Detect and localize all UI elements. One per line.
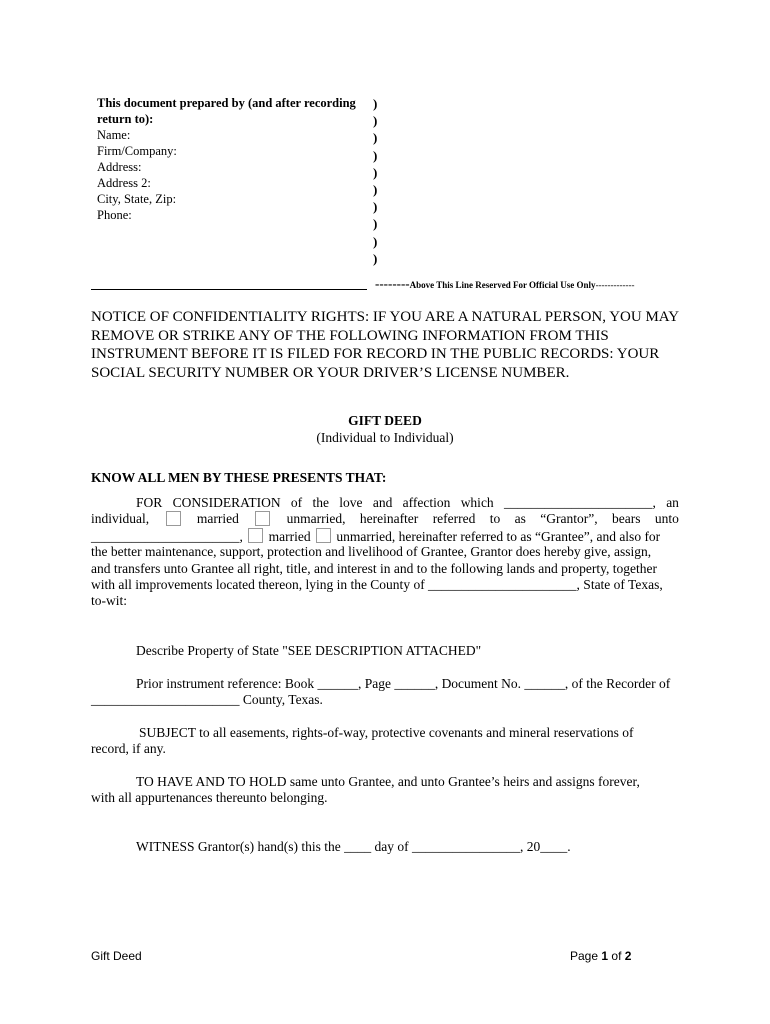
consideration-paragraph	[91, 495, 679, 615]
field-city-state-zip: City, State, Zip:	[97, 192, 177, 206]
paren: )	[373, 96, 378, 111]
footer-page-number	[570, 949, 631, 963]
grantor-name-blank: ______________________,	[504, 495, 656, 510]
page-label: Page	[570, 949, 599, 963]
text-run: unmarried, hereinafter referred to as “Grantee”, and also for	[336, 528, 661, 544]
word: CONSIDERATION	[172, 495, 281, 510]
word: of	[290, 495, 303, 510]
county-line: with all improvements located thereon, lying in the County of ______________________, State of Texas,	[91, 577, 663, 592]
word: married	[196, 511, 239, 527]
subject-line-1: SUBJECT to all easements, rights-of-way, protective covenants and mineral reservations of	[139, 725, 634, 740]
recording-divider-line	[91, 289, 367, 290]
reserved-dashes: --------	[375, 276, 410, 291]
paren: )	[373, 147, 378, 163]
paren: )	[373, 199, 378, 215]
word: individual,	[91, 511, 150, 527]
habendum-line-1: TO HAVE AND TO HOLD same unto Grantee, and unto Grantee’s heirs and assigns forever,	[136, 774, 640, 789]
word: unmarried,	[286, 511, 346, 527]
paren: )	[373, 130, 378, 146]
field-address2: Address 2:	[97, 176, 151, 190]
checkbox-icon	[316, 528, 331, 543]
prepared-by-heading: This document prepared by (and after recording return to):	[97, 96, 356, 126]
confidentiality-notice: NOTICE OF CONFIDENTIALITY RIGHTS: IF YOU ARE A NATURAL PERSON, YOU MAY REMOVE OR STRIKE ANY OF THE FOLLOWING INFORMATION FROM THIS INSTRUMENT BEFORE IT IS FILED FOR RECORD IN THE PUBLIC RECORDS: YOUR SOCIAL SECURITY NUMBER OR YOUR DRIVER’S LICENSE NUMBER.	[91, 309, 679, 381]
word: to	[489, 511, 501, 527]
word: hereinafter	[359, 511, 419, 527]
word: affection	[402, 495, 451, 510]
paren: )	[373, 216, 378, 232]
prior-line-1: Prior instrument reference: Book ______, Page ______, Document No. ______, of the Recorder of	[136, 676, 671, 691]
habendum-line-2: with all appurtenances thereunto belonging.	[91, 790, 328, 806]
word: referred	[432, 511, 476, 527]
page-of: of	[611, 949, 622, 963]
witness-line: WITNESS Grantor(s) hand(s) this the ____ day of ________________, 20____.	[136, 839, 571, 854]
paren-column	[373, 95, 377, 267]
word: as	[514, 511, 526, 527]
word: love	[339, 495, 363, 510]
word: the	[312, 495, 329, 510]
paren: )	[373, 164, 378, 180]
subject-paragraph	[91, 725, 679, 759]
reserved-tail: -------------	[595, 280, 635, 290]
field-phone: Phone:	[97, 208, 132, 222]
subject-line-2: record, if any.	[91, 741, 166, 757]
document-title: GIFT DEED	[348, 413, 422, 428]
property-description: Describe Property of State "SEE DESCRIPTION ATTACHED"	[136, 643, 482, 658]
text-line: and transfers unto Grantee all right, title, and interest in and to the following lands and property, together	[91, 560, 657, 576]
field-firm: Firm/Company:	[97, 144, 177, 158]
paren: )	[373, 250, 378, 266]
prior-line-2: ______________________ County, Texas.	[91, 692, 323, 708]
word: an	[666, 495, 679, 510]
word: which	[460, 495, 494, 510]
prior-instrument-paragraph	[91, 676, 679, 710]
word: married	[268, 528, 311, 544]
checkbox-icon	[255, 511, 270, 526]
grantor-married-checkbox[interactable]	[164, 511, 183, 528]
paren: )	[373, 233, 378, 249]
document-subtitle: (Individual to Individual)	[316, 430, 454, 445]
text-line: to-wit:	[91, 593, 127, 609]
text-line: the better maintenance, support, protection and livelihood of Grantee, Grantor does hereby give, assign,	[91, 544, 652, 560]
preparer-block	[97, 95, 367, 223]
field-name: Name:	[97, 128, 131, 142]
word: unto	[654, 511, 679, 527]
grantee-name-blank: ______________________,	[91, 528, 243, 544]
checkbox-icon	[166, 511, 181, 526]
word: “Grantor”,	[540, 511, 598, 527]
know-all-men-heading: KNOW ALL MEN BY THESE PRESENTS THAT:	[91, 470, 387, 485]
field-address: Address:	[97, 160, 142, 174]
word: and	[372, 495, 393, 510]
reserved-line	[375, 276, 635, 292]
footer-doc-name: Gift Deed	[91, 949, 142, 963]
checkbox-icon	[248, 528, 263, 543]
word: FOR	[136, 495, 163, 510]
page-current: 1	[601, 949, 609, 963]
page-total: 2	[624, 949, 632, 963]
habendum-paragraph	[91, 774, 679, 808]
grantor-unmarried-checkbox[interactable]	[253, 511, 272, 528]
word: bears	[612, 511, 641, 527]
reserved-text: Above This Line Reserved For Official Use Only	[409, 280, 596, 290]
grantee-unmarried-checkbox[interactable]	[314, 529, 333, 544]
grantee-married-checkbox[interactable]	[246, 529, 265, 544]
paren: )	[373, 182, 378, 198]
paren: )	[373, 113, 378, 129]
